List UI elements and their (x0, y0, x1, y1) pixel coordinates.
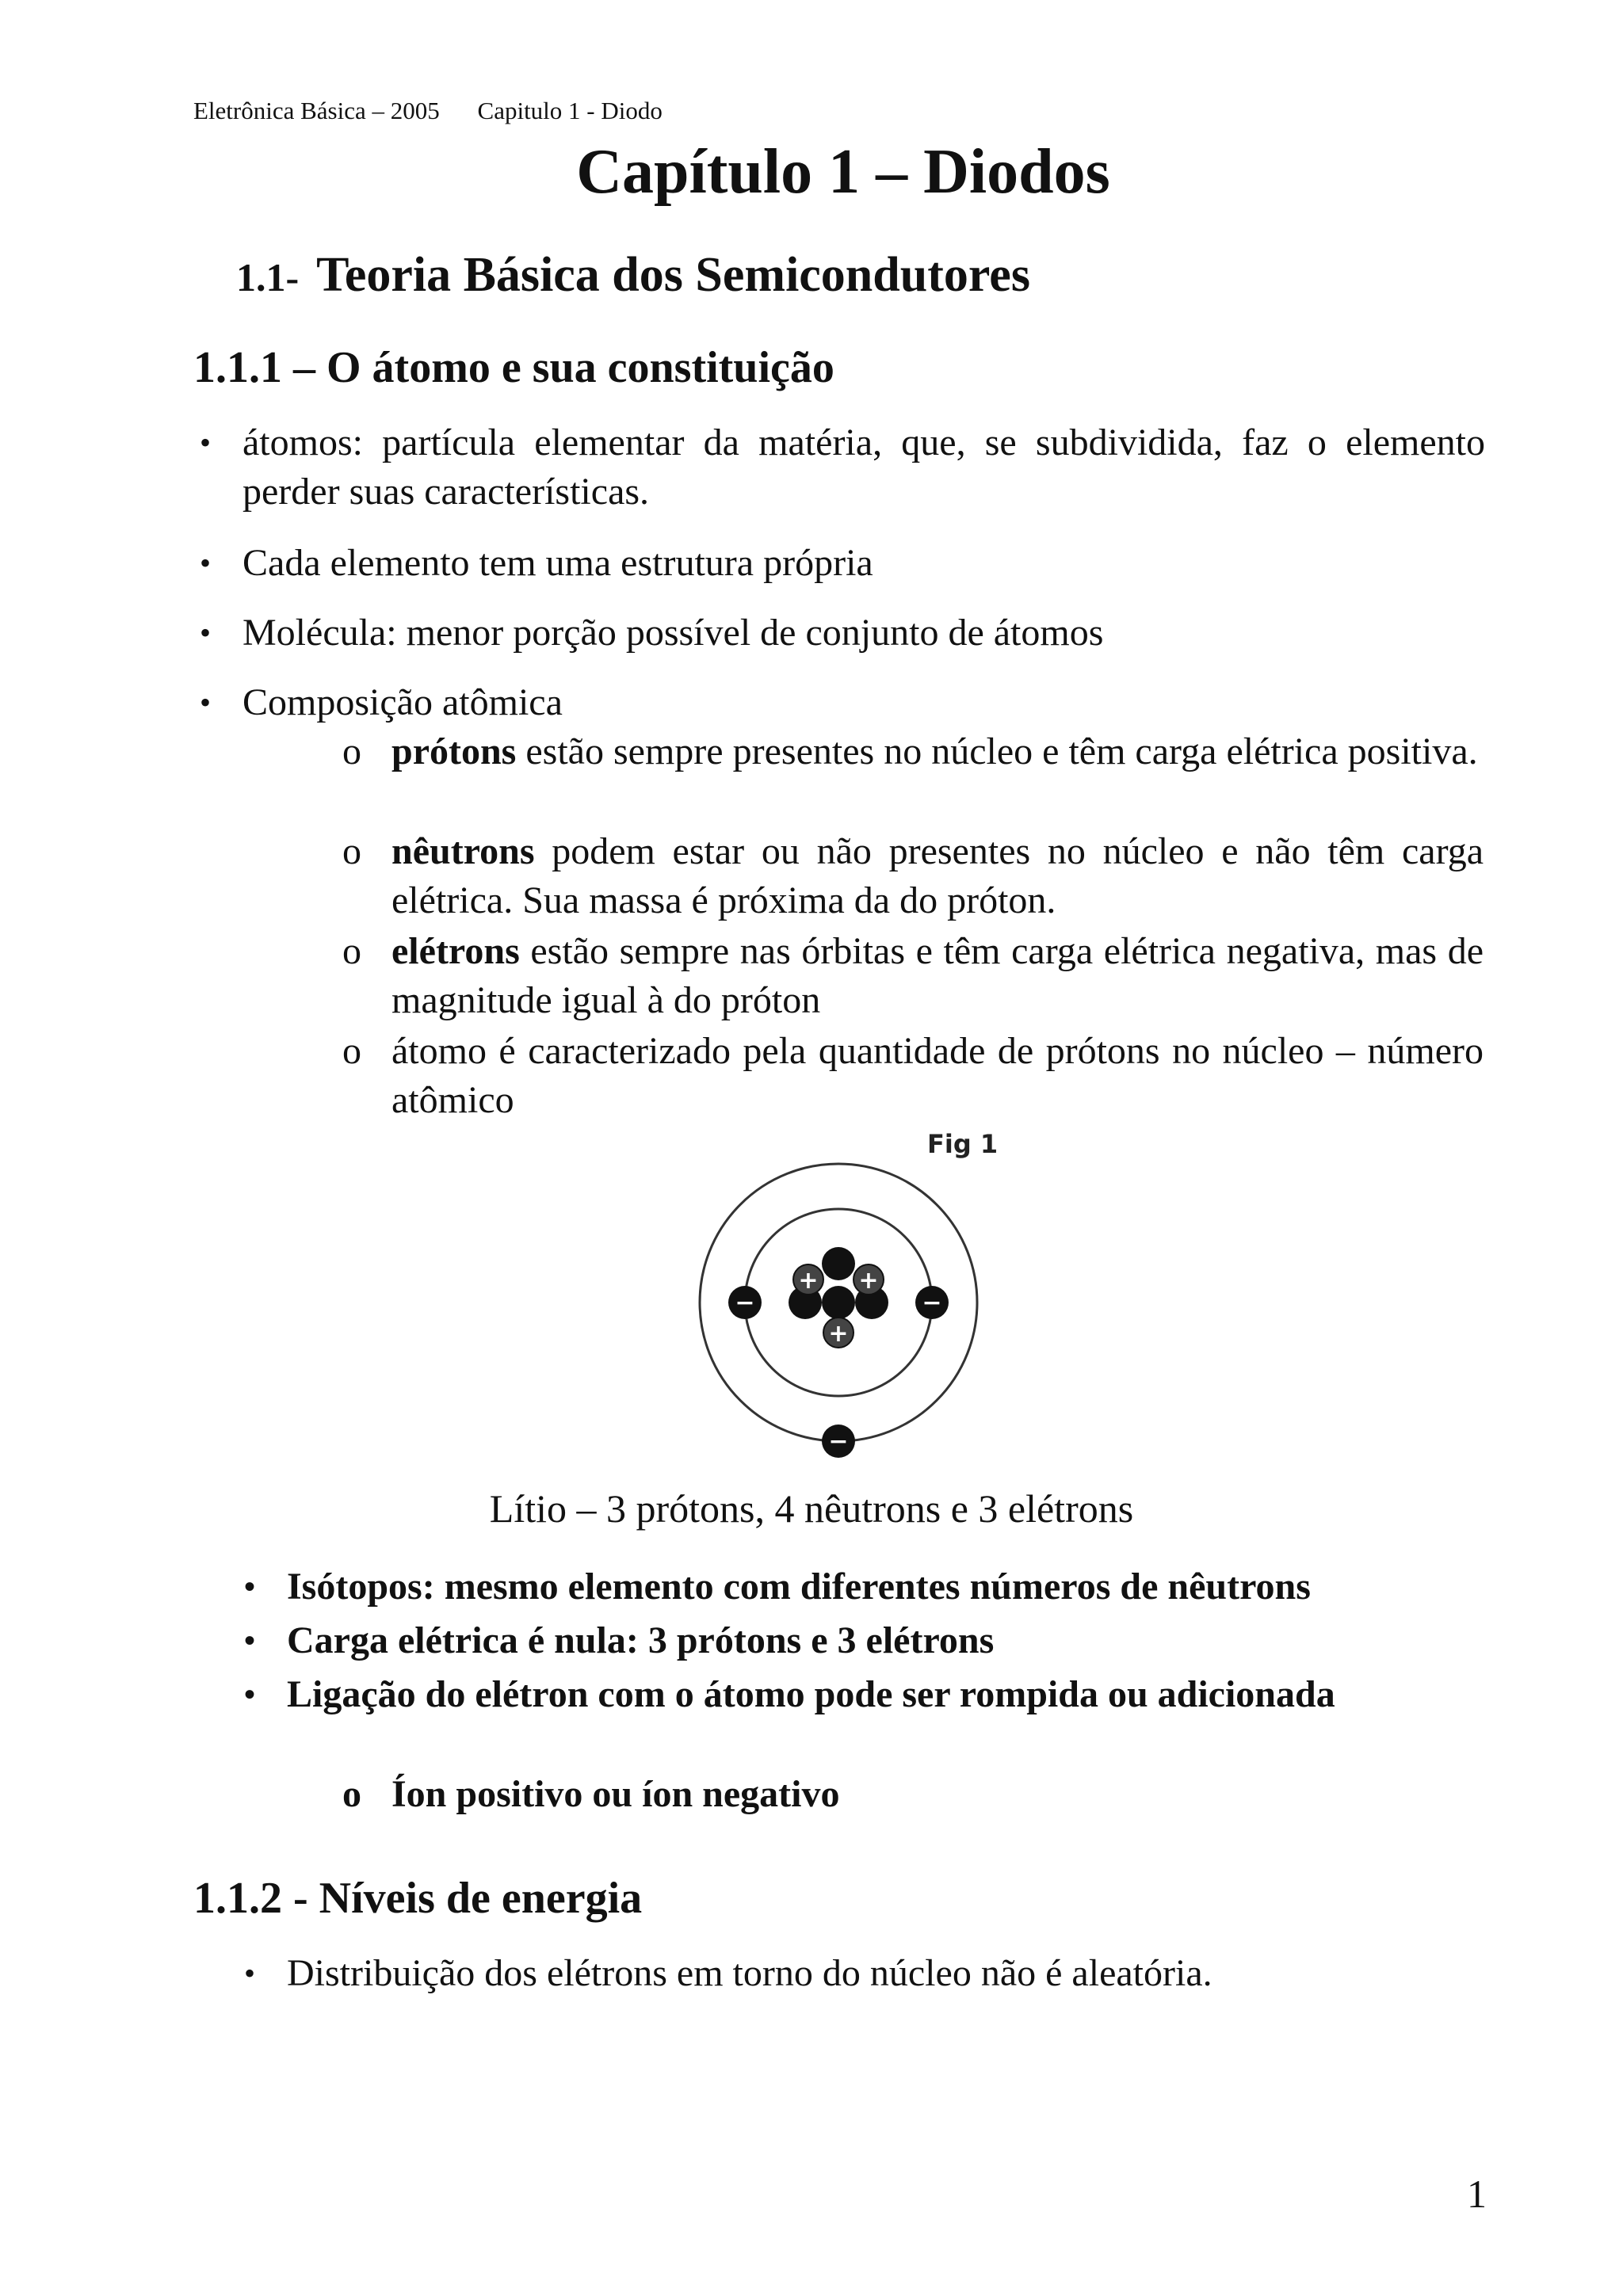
list-item (193, 539, 1485, 588)
neutron (822, 1247, 855, 1280)
electron-sign: − (735, 1289, 755, 1317)
header-right: Capitulo 1 - Diodo (477, 97, 663, 124)
list-item-text: Molécula: menor porção possível de conjunto de átomos (242, 612, 1104, 654)
sub-bullet-symbol: o (342, 730, 361, 772)
section-number: 1.1- (236, 255, 300, 299)
list-item (193, 678, 1485, 727)
bullet-symbol: • (244, 1623, 256, 1658)
sub-bullet-symbol: o (342, 1773, 361, 1815)
term-description: estão sempre presentes no núcleo e têm carga elétrica positiva. (516, 730, 1478, 772)
list-item-text: Carga elétrica é nula: 3 prótons e 3 elétrons (287, 1619, 995, 1661)
bullet-symbol: • (244, 1569, 256, 1604)
bullet-symbol: • (244, 1676, 256, 1712)
term-description: estão sempre nas órbitas e têm carga elétrica negativa, mas de magnitude igual à do próton (391, 930, 1484, 1021)
term: nêutrons (391, 830, 535, 872)
neutron (822, 1286, 855, 1319)
proton-sign: + (858, 1267, 879, 1295)
running-header (193, 97, 694, 125)
figure-caption: Lítio – 3 prótons, 4 nêutrons e 3 elétrons (489, 1486, 1134, 1531)
sub-bullet-symbol: o (342, 1030, 361, 1072)
header-left: Eletrônica Básica – 2005 (193, 97, 440, 124)
subsection-title-1: 1.1.1 – O átomo e sua constituição (193, 343, 834, 392)
list-item (238, 1616, 1486, 1665)
bullet-symbol: • (244, 1955, 256, 1991)
list-item-text: Distribuição dos elétrons em torno do núcleo não é aleatória. (287, 1952, 1212, 1994)
electron-sign: − (922, 1289, 942, 1317)
page-number: 1 (1467, 2172, 1487, 2216)
list-item (238, 1670, 1486, 1719)
sub-bullet-symbol: o (342, 930, 361, 972)
sub-list-item-text: Íon positivo ou íon negativo (391, 1773, 840, 1815)
figure-label: Fig 1 (927, 1133, 999, 1159)
sub-list-item (342, 827, 1484, 925)
term: elétrons (391, 930, 520, 972)
sub-list-item (342, 1027, 1484, 1125)
electron-sign: − (828, 1428, 849, 1455)
term-description: podem estar ou não presentes no núcleo e não têm carga elétrica. Sua massa é próxima da do próton. (391, 830, 1484, 921)
proton-sign: + (798, 1267, 819, 1295)
sub-bullet-symbol: o (342, 830, 361, 872)
list-item-text: Composição atômica (242, 681, 563, 723)
atom-figure (689, 1133, 1006, 1466)
term-description: átomo é caracterizado pela quantidade de prótons no núcleo – número atômico (391, 1030, 1484, 1121)
section-title-text: Teoria Básica dos Semicondutores (316, 248, 1030, 302)
subsection-title-2: 1.1.2 - Níveis de energia (193, 1874, 643, 1923)
list-item-text: átomos: partícula elementar da matéria, que, se subdividida, faz o elemento perder suas características. (242, 421, 1485, 513)
list-item (193, 608, 1485, 658)
sub-list-item (342, 727, 1484, 776)
sub-list-item (342, 927, 1484, 1025)
list-item (238, 1562, 1486, 1611)
proton-sign: + (828, 1320, 849, 1348)
list-item-text: Cada elemento tem uma estrutura própria (242, 542, 873, 584)
list-item-text: Isótopos: mesmo elemento com diferentes números de nêutrons (287, 1566, 1311, 1608)
sub-list-item (342, 1770, 1484, 1819)
chapter-title-text: Capítulo 1 – Diodos (576, 137, 1110, 207)
chapter-title (0, 136, 1623, 208)
list-item (238, 1949, 1486, 1998)
term: prótons (391, 730, 517, 772)
section-title (236, 247, 1030, 303)
bullet-symbol: • (200, 685, 212, 720)
bullet-symbol: • (200, 425, 212, 460)
bullet-symbol: • (200, 615, 212, 650)
list-item-text: Ligação do elétron com o átomo pode ser rompida ou adicionada (287, 1673, 1335, 1715)
list-item (193, 418, 1485, 517)
bullet-symbol: • (200, 545, 212, 581)
